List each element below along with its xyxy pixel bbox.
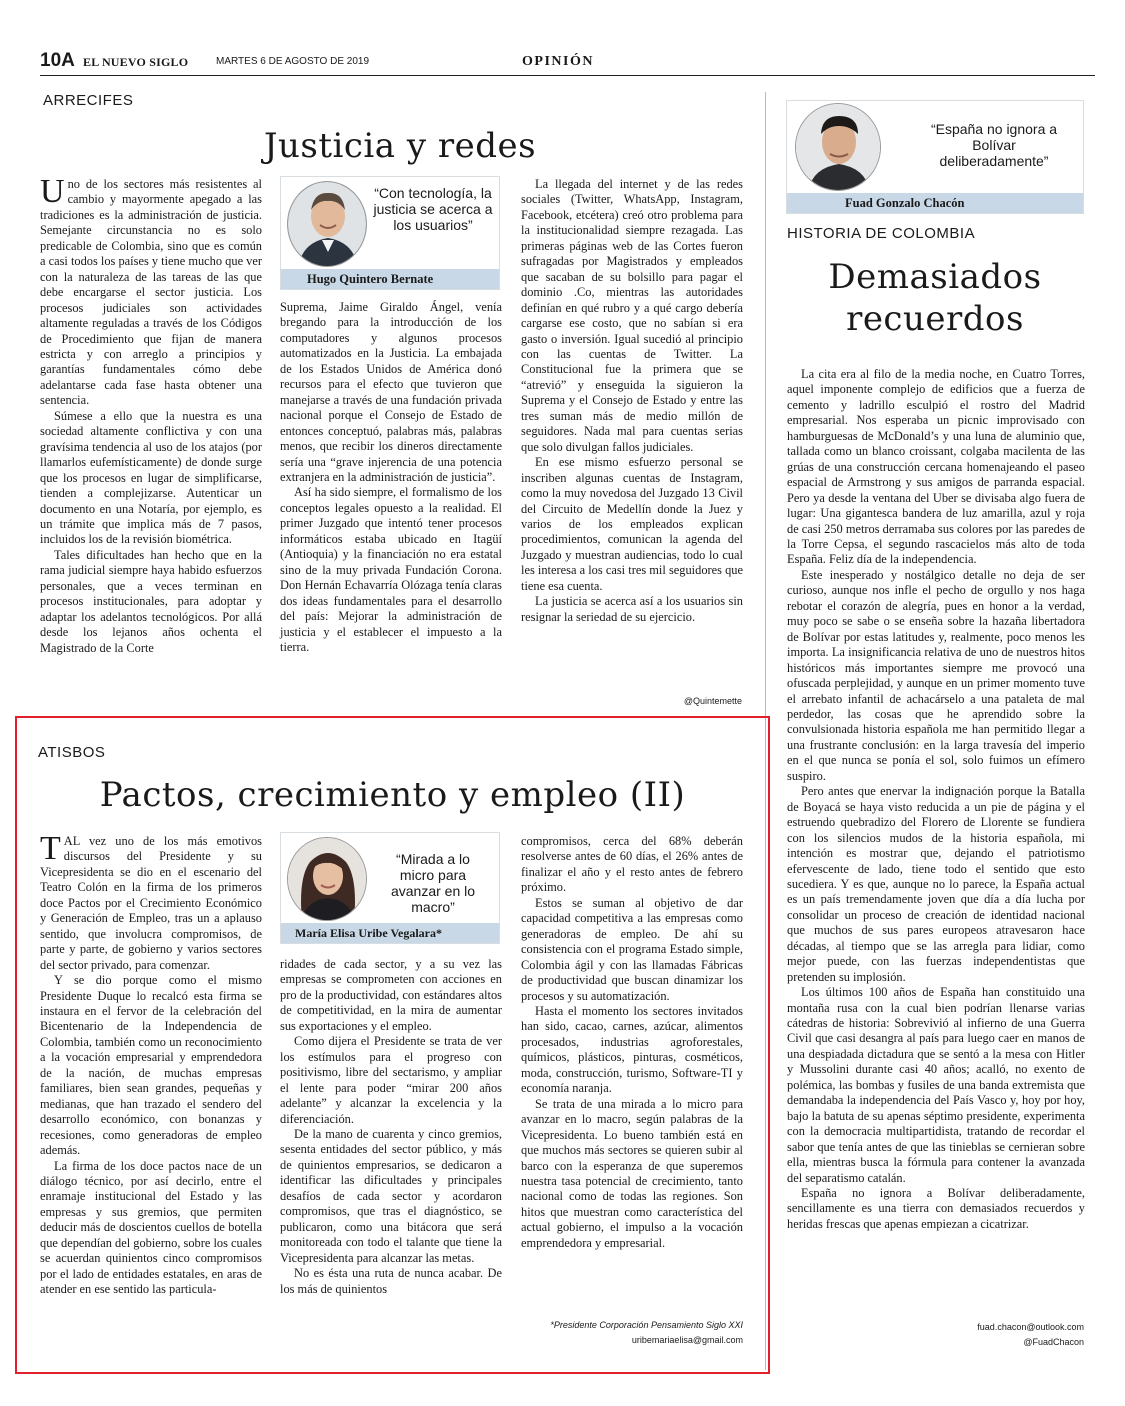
paragraph: Pero antes que enervar la indignación porque la Batalla de Boyacá se haya visto reducida a un pie de página y el estruendo quebradizo del Florero de Llorente se fundiera con los silencios mudos de la historia española, mi intención es mostrar que, dejando el patriotismo efervescente de lado, tiene todo el sentido que esto sucediera. Y es que, aunque no lo parece, la España actual es un país tremendamente joven que día a día lucha por consolidar un proceso de creación de identidad nacional que muchos de sus pares europeos atravesaron hace décadas, al tiempo que se las arregla para lidiar, como mejor puede, con las fuerzas independentistas que pretenden su implosión. bbox=[787, 784, 1085, 984]
article3-email[interactable]: fuad.chacon@outlook.com bbox=[977, 1322, 1084, 1332]
drop-cap: U bbox=[40, 173, 65, 210]
drop-cap: T bbox=[40, 830, 61, 867]
publication-date: MARTES 6 DE AGOSTO DE 2019 bbox=[216, 56, 370, 67]
paragraph: Suprema, Jaime Giraldo Ángel, venía bregando para la introducción de los computadores y algunos procesos automatizados en la Justicia. La embajada de los Estados Unidos de América donó recursos para el efecto que tuvieron que manejarse a través de una fundación privada nacional porque el Consejo de Estado de entonces conceptuó, palabras más, palabras menos, que recibir los dineros directamente sería una “grave injerencia de una potencia extranjera en la administración de justicia”. bbox=[280, 300, 502, 484]
paragraph: compromisos, cerca del 68% deberán resolverse antes de 60 días, el 26% antes de finalizar el año y el resto antes de febrero próximo. bbox=[521, 834, 743, 895]
article2-author-name: María Elisa Uribe Vegalara* bbox=[281, 923, 499, 943]
portrait-illustration bbox=[288, 838, 367, 921]
article3-column bbox=[787, 367, 1085, 1232]
portrait-illustration bbox=[288, 182, 367, 267]
paragraph: La firma de los doce pactos nace de un diálogo técnico, por así decirlo, entre el enramaje institucional del Estado y las empresas y sus gremios, que permiten deducir más de doscientos cuellos de botella que dependían del gobierno, sobre los cuales se acuerdan quinientos cinco compromisos por el lado de entidades estatales, en aras de atender en ese sentido las particula- bbox=[40, 1158, 262, 1297]
paragraph: Y se dio porque como el mismo Presidente Duque lo recalcó esta firma se instaura en el fervor de la celebración del Bicentenario de la Independencia de Colombia, también como un reconocimiento a la vocación empresarial y emprendedora de la nación, de muchas empresas familiares, bien sean grandes, pequeñas y medianas, que han trazado el sendero del desarrollo económico, con bonanzas y recesiones, como generadoras de empleo además. bbox=[40, 973, 262, 1158]
article3-kicker: HISTORIA DE COLOMBIA bbox=[787, 225, 976, 242]
article2-footnote: *Presidente Corporación Pensamiento Siglo XXI bbox=[550, 1320, 743, 1330]
paragraph: TAL vez uno de los más emotivos discursos del Presidente y su Vicepresidenta se dio en el escenario del Teatro Colón en la firma de los primeros doce Pactos por el Crecimiento Económico y Generación de Empleo, tras un a aplauso sentido, que involucra compromisos, de parte y parte, de gobierno y varios sectores del sector privado, para comenzar. bbox=[40, 830, 262, 972]
headline-line: recuerdos bbox=[846, 299, 1024, 339]
article3-twitter[interactable]: @FuadChacon bbox=[1023, 1337, 1084, 1347]
paragraph: ridades de cada sector, y a su vez las empresas se comprometen con acciones en pro de la productividad, con estándares altos de competitividad, en la mira de aumentar sus exportaciones y el empleo. bbox=[280, 957, 502, 1033]
author-portrait bbox=[287, 837, 367, 921]
article3-quote: “España no ignora a Bolívar deliberadamente” bbox=[930, 121, 1058, 169]
paragraph: La llegada del internet y de las redes sociales (Twitter, WhatsApp, Instagram, Facebook, etcétera) creó otro problema para la institucionalidad siempre rezagada. Las primeras páginas web de las Cortes fueron sufragadas por Magistrados y empleados que sacaban de su bolsillo para pagar el dominio .Co, mientras las autoridades definían en qué rubro y a qué cargo debería cargarse ese costo, que no sabían si era gasto o inversión. Igual sucedió al principio con las cuentas de Twitter. La Constitucional fue la primera que se “atrevió” y enseguida la siguieron la Suprema y el Consejo de Estado y entre las tres suman más de medio millón de seguidores. Nada mal para cuentas serias que solo divulgan fallos judiciales. bbox=[521, 177, 743, 454]
page-number: 10A bbox=[40, 50, 75, 71]
paragraph: Los últimos 100 años de España han constituido una montaña rusa con la cual bien podrían llenarse varias cátedras de historia: Sobrevivió al infierno de una Guerra Civil que casi desangra al país para luego caer en manos de una despiadada dictadura que se sentó a la mesa con Hitler y Mussolini durante casi 40 años; acalló, no exento de polémica, las bombas y fusiles de una banda extremista que demandaba la independencia del País Vasco y, hoy por hoy, bajo la batuta de su apenas séptimo presidente, experimenta con la democracia multipartidista, tratando de recordar el sabor que tenía antes de que las tinieblas se cernieran sobre ella, mientras busca la fórmula para contener la avanzada del separatismo catalán. bbox=[787, 985, 1085, 1185]
publication-name: EL NUEVO SIGLO bbox=[83, 55, 189, 69]
author-portrait bbox=[287, 181, 367, 267]
article2-column-3 bbox=[521, 834, 743, 1251]
paragraph: Estos se suman al objetivo de dar capacidad competitiva a las empresas como generadoras de empleo. De ahí su consistencia con el programa Estado simple, Colombia ágil y con las llamadas Fábricas de productividad que buscan dinamizar los procesos y su automatización. bbox=[521, 895, 743, 1003]
portrait-illustration bbox=[796, 104, 881, 191]
article2-headline: Pactos, crecimiento y empleo (II) bbox=[99, 775, 686, 815]
article2-column-1 bbox=[40, 830, 262, 1298]
article3-author-name: Fuad Gonzalo Chacón bbox=[787, 193, 1083, 213]
article1-signature[interactable]: @Quintemette bbox=[683, 696, 742, 706]
paragraph: De la mano de cuarenta y cinco gremios, sesenta entidades del sector público, y más de quinientos empresarios, se dedicaron a identificar las dificultades y principales desafíos de cada sector y acordaron compromisos, que tras el diagnóstico, se publicaron, como una bitácora que será monitoreada con todo el talante que tiene la Vicepresidenta para alcanzar las metas. bbox=[280, 1126, 502, 1265]
article3-pull-quote-box bbox=[786, 100, 1084, 214]
article2-column-2 bbox=[280, 957, 502, 1297]
article1-column-3 bbox=[521, 177, 743, 625]
paragraph: Súmese a ello que la nuestra es una sociedad altamente conflictiva y con una gravísima tendencia al uso de los atajos (por llamarlos eufemísticamente) de donde surge que los procesos en lugar de simplificarse, tienden a complejizarse. Autenticar un documento en una Notaría, por ejemplo, es un trámite que implica más de 7 pasos, incluidos los de la revisión biométrica. bbox=[40, 408, 262, 547]
paragraph: Este inesperado y nostálgico detalle no deja de ser curioso, aunque nos infle el pecho de orgullo y nos haga rebotar el corazón de alegría, pues en honor a la verdad, muy poco se sabe o se enseña sobre la hazaña libertadora de Bolívar por estas latitudes y, realmente, poco menos les importa. La insignificancia relativa de uno de nuestros hitos históricos más importantes siempre me provocó una ofuscada perplejidad, y aunque en un primer momento tuve el arrebato infantil de achacárselo a una pataleta de mal perdedor, las cosas que he aprendido sobre la convulsionada historia española me han permitido llegar a una frustrante conclusión: en la larga travesía del imperio en el que nunca se ponía el sol, solo fuimos un efímero suspiro. bbox=[787, 567, 1085, 783]
paragraph: La justicia se acerca así a los usuarios sin resignar la seriedad de su ejercicio. bbox=[521, 594, 743, 624]
author-portrait bbox=[795, 103, 881, 191]
article1-pull-quote-box bbox=[280, 176, 500, 290]
article1-column-1 bbox=[40, 173, 262, 656]
paragraph: No es ésta una ruta de nunca acabar. De los más de quinientos bbox=[280, 1266, 502, 1296]
paragraph: La cita era al filo de la media noche, en Cuatro Torres, aquel imponente complejo de edificios que a fuerza de cemento y ladrillo esculpió el rostro del Madrid empresarial. Nos esperaba un picnic improvisado con hamburguesas de McDonald’s y una luna de aluminio que, tallada como un blanco croissant, colgaba macilenta de las grúas de una construcción cercana homenajeando el paseo espacial de Armstrong y sus amigos de parranda espacial. Pero ya desde la ventana del Uber se divisaba algo fuera de lugar: Una gigantesca bandera de luz amarilla, azul y roja de casi 250 metros derramaba sus colores por las paredes de la Torre Cepsa, el segundo rascacielos más alto de toda España. Feliz día de la independencia. bbox=[787, 367, 1085, 567]
article1-quote: “Con tecnología, la justicia se acerca a los usuarios” bbox=[373, 185, 493, 233]
article2-email[interactable]: uribemariaelisa@gmail.com bbox=[631, 1335, 743, 1345]
article1-kicker: ARRECIFES bbox=[43, 92, 134, 109]
article2-pull-quote-box bbox=[280, 832, 500, 944]
paragraph: Así ha sido siempre, el formalismo de los conceptos legales opuesto a la realidad. El primer Juzgado que intentó tener procesos informáticos estaba ubicado en Itagüí (Antioquia) y la financiación no era estatal sino de la muy privada Fundación Corona. Don Hernán Echavarría Olózaga tenía claras dos ideas fundamentales para el desarrollo del país: Mejorar la administración de justicia y el establecer el impuesto a la tierra. bbox=[280, 485, 502, 654]
paragraph: España no ignora a Bolívar deliberadamente, sencillamente es una tierra con demasiados recuerdos y heridas frescas que apenas empiezan a cicatrizar. bbox=[787, 1186, 1085, 1231]
article1-headline: Justicia y redes bbox=[263, 126, 537, 166]
masthead bbox=[40, 50, 1095, 76]
article1-column-2 bbox=[280, 300, 502, 655]
article2-quote: “Mirada a lo micro para avanzar en lo macro” bbox=[390, 851, 476, 915]
article1-author-name: Hugo Quintero Bernate bbox=[281, 269, 499, 289]
article3-headline bbox=[786, 256, 1084, 340]
paragraph: Como dijera el Presidente se trata de ver los estímulos para el progreso con positivismo, libre del sectarismo, y ampliar el lente para poder “mirar 200 años adelante” y alcanzar la excelencia y la diferenciación. bbox=[280, 1034, 502, 1126]
section-title: OPINIÓN bbox=[522, 54, 594, 69]
headline-line: Demasiados bbox=[828, 257, 1042, 297]
paragraph: Tales dificultades han hecho que en la rama judicial siempre haya habido esfuerzos personales, que a veces terminan en procesos institucionales, para adoptar y adaptar los adelantos tecnológicos. Por allá desde los lejanos años ochenta el Magistrado de la Corte bbox=[40, 547, 262, 655]
paragraph: Se trata de una mirada a lo micro para avanzar en lo macro, según palabras de la Vicepresidenta. Lo bueno también está en que muchos más sectores se quieren subir al barco con la esperanza de que superemos nuestra tasa potencial de crecimiento, tanto nacional como de todas las regiones. Son hitos que muestran como característica del actual gobierno, el impulso a la vocación emprendedora y empresarial. bbox=[521, 1096, 743, 1250]
paragraph: Hasta el momento los sectores invitados han sido, cacao, carnes, azúcar, alimentos procesados, industrias agroforestales, químicos, plásticos, pinturas, cosméticos, moda, construcción, turismo, Software-TI y economía naranja. bbox=[521, 1003, 743, 1096]
paragraph: Uno de los sectores más resistentes al cambio y mayormente apegado a las tradiciones es la administración de justicia. Semejante circunstancia no es solo predicable de Colombia, sino que es común a casi todos los países y tiene mucho que ver con la naturaleza de las tareas de las que debe encargarse el sector justicia. Los procesos judiciales son actividades altamente reguladas a través de los Códigos de Procedimiento que fijan de manera estricta y con arreglo a principios y garantías fundamentales cómo debe adelantarse cada fase hasta obtener una sentencia. bbox=[40, 173, 262, 408]
article2-kicker: ATISBOS bbox=[38, 744, 106, 761]
paragraph: En ese mismo esfuerzo personal se inscriben algunas cuentas de Instagram, como la muy novedosa del Juzgado 13 Civil del Circuito de Medellín donde la Juez y varios de los empleados explican procedimientos, comunican la agenda del Juzgado y muestran audiencias, todo lo cual les interesa a los casi tres mil seguidores que tiene esa cuenta. bbox=[521, 455, 743, 593]
